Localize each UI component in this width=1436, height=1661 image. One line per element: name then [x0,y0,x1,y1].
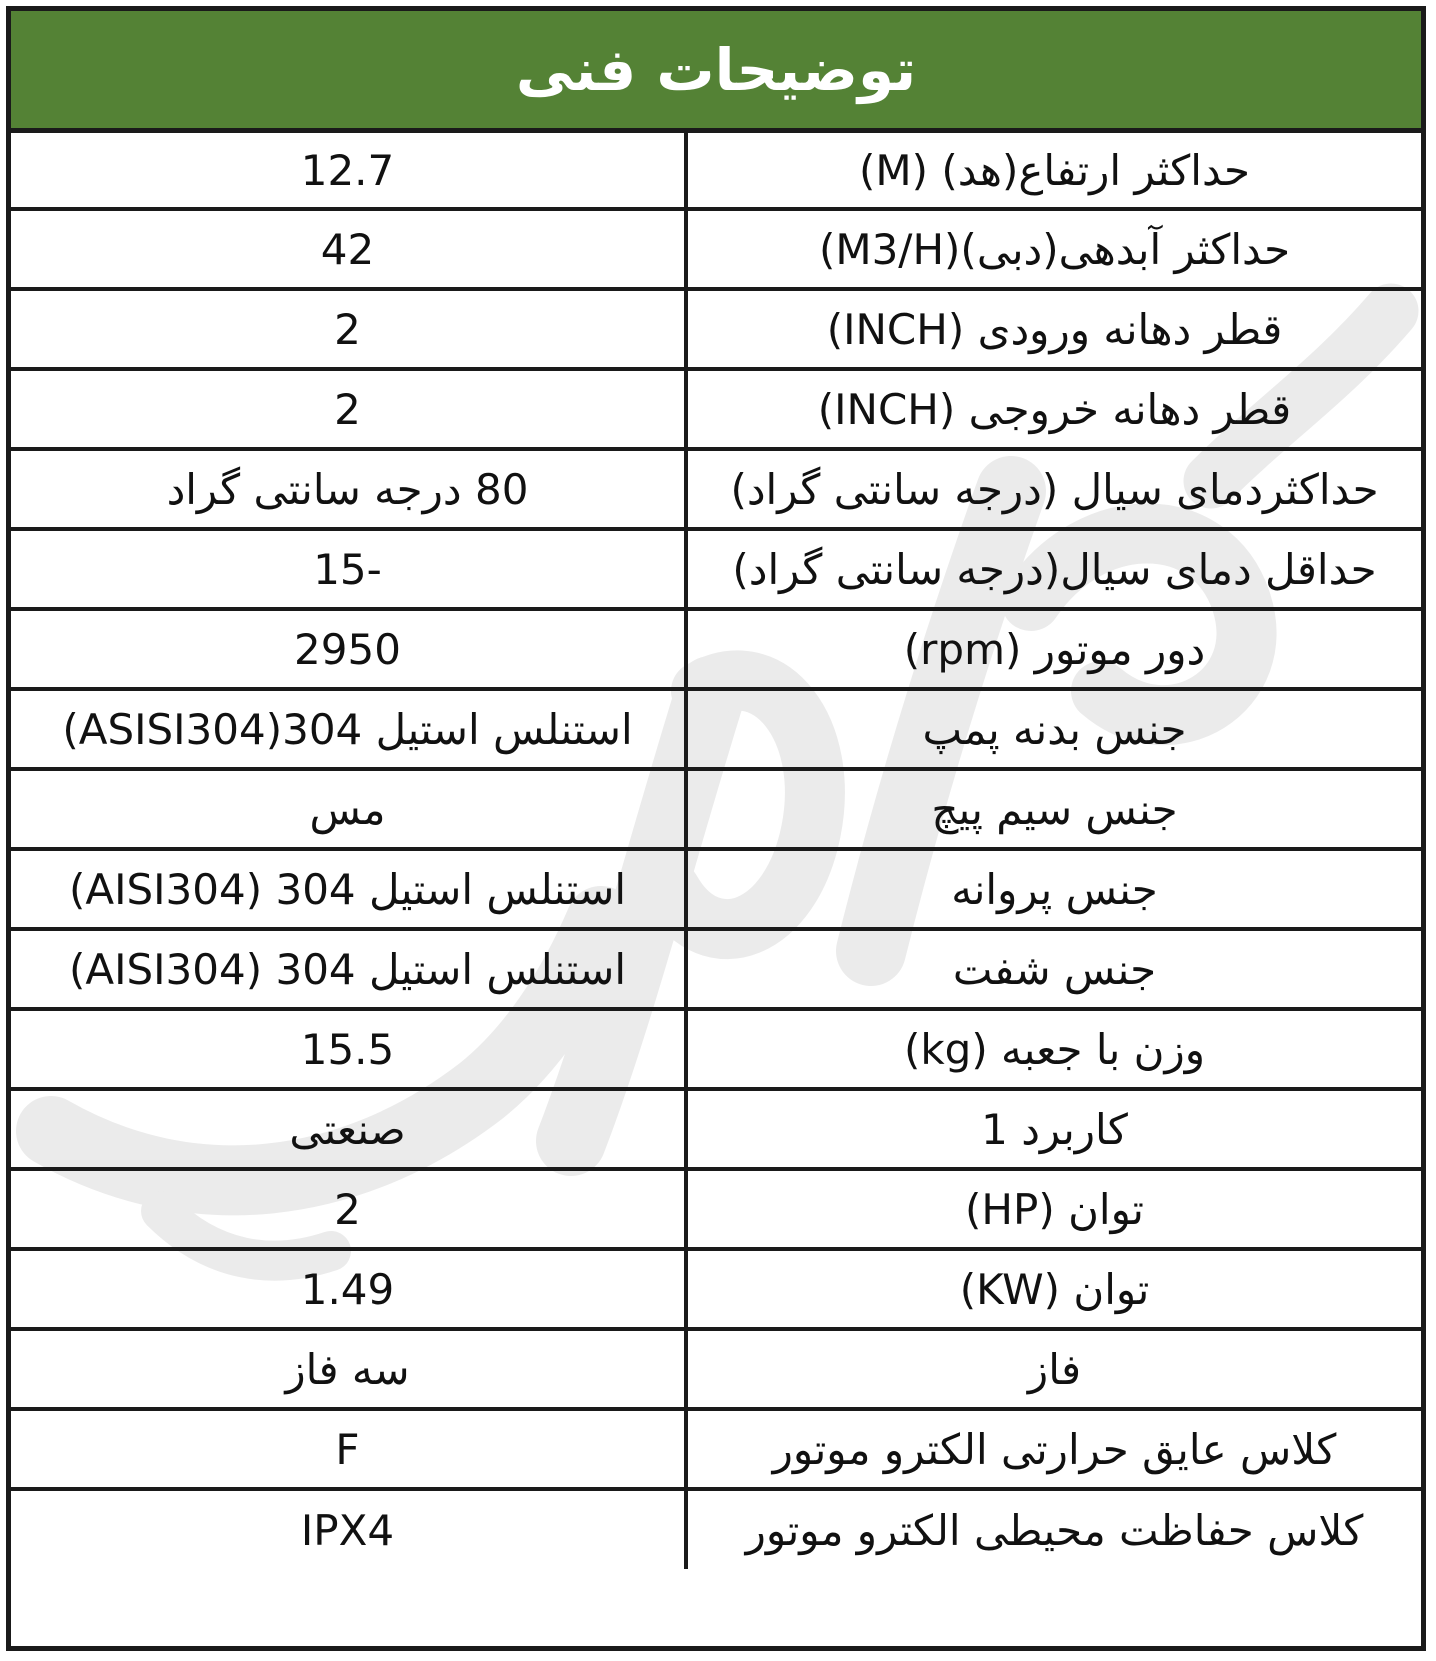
table-row [11,849,1421,929]
spec-value: 1.49 [11,1249,686,1329]
spec-label: جنس سیم پیچ [686,769,1421,849]
table-row [11,609,1421,689]
spec-label: کلاس حفاظت محیطی الکترو موتور [686,1489,1421,1569]
spec-value: استنلس استیل 304 (AISI304) [11,849,686,929]
table-row [11,1089,1421,1169]
table-row [11,1249,1421,1329]
table-row [11,529,1421,609]
spec-label: جنس شفت [686,929,1421,1009]
table-row [11,1329,1421,1409]
spec-label: قطر دهانه خروجی (INCH) [686,369,1421,449]
spec-value: IPX4 [11,1489,686,1569]
table-row [11,209,1421,289]
table-row [11,689,1421,769]
spec-label: وزن با جعبه (kg) [686,1009,1421,1089]
spec-value: استنلس استیل 304 (AISI304) [11,929,686,1009]
spec-value: 2950 [11,609,686,689]
spec-table-body [11,133,1421,1569]
spec-sheet [6,6,1426,1651]
spec-value: 2 [11,1169,686,1249]
spec-value: 15.5 [11,1009,686,1089]
spec-label: جنس بدنه پمپ [686,689,1421,769]
spec-value: -15 [11,529,686,609]
spec-value: 12.7 [300,145,395,195]
table-row [11,1489,1421,1569]
table-row [11,769,1421,849]
spec-value: 42 [11,209,686,289]
spec-table [11,133,1421,1569]
spec-value: F [11,1409,686,1489]
spec-label: فاز [686,1329,1421,1409]
table-row [11,449,1421,529]
spec-value: 2 [11,369,686,449]
spec-value: 2 [11,289,686,369]
spec-value: 80 درجه سانتی گراد [11,449,686,529]
spec-label: دور موتور (rpm) [686,609,1421,689]
table-row [11,929,1421,1009]
spec-label: حداکثر آبدهی(دبی)(M3/H) [686,209,1421,289]
table-row [11,1009,1421,1089]
table-row [11,1409,1421,1489]
table-header [11,11,1421,133]
spec-label: کاربرد 1 [686,1089,1421,1169]
spec-value: صنعتی [11,1089,686,1169]
spec-label: توان (HP) [686,1169,1421,1249]
spec-label: توان (KW) [686,1249,1421,1329]
spec-label: قطر دهانه ورودی (INCH) [686,289,1421,369]
spec-label: حداکثر ارتفاع(هد) (M) [686,133,1421,209]
spec-label: کلاس عایق حرارتی الکترو موتور [686,1409,1421,1489]
spec-value: مس [11,769,686,849]
table-row [11,289,1421,369]
spec-label: حداکثردمای سیال (درجه سانتی گراد) [686,449,1421,529]
spec-value: سه فاز [11,1329,686,1409]
spec-label: حداقل دمای سیال(درجه سانتی گراد) [686,529,1421,609]
table-title: توضیحات فنی [515,35,917,104]
table-row [11,1169,1421,1249]
spec-label: جنس پروانه [686,849,1421,929]
table-row [11,133,1421,209]
table-row [11,369,1421,449]
spec-value: استنلس استیل 304(ASISI304) [11,689,686,769]
